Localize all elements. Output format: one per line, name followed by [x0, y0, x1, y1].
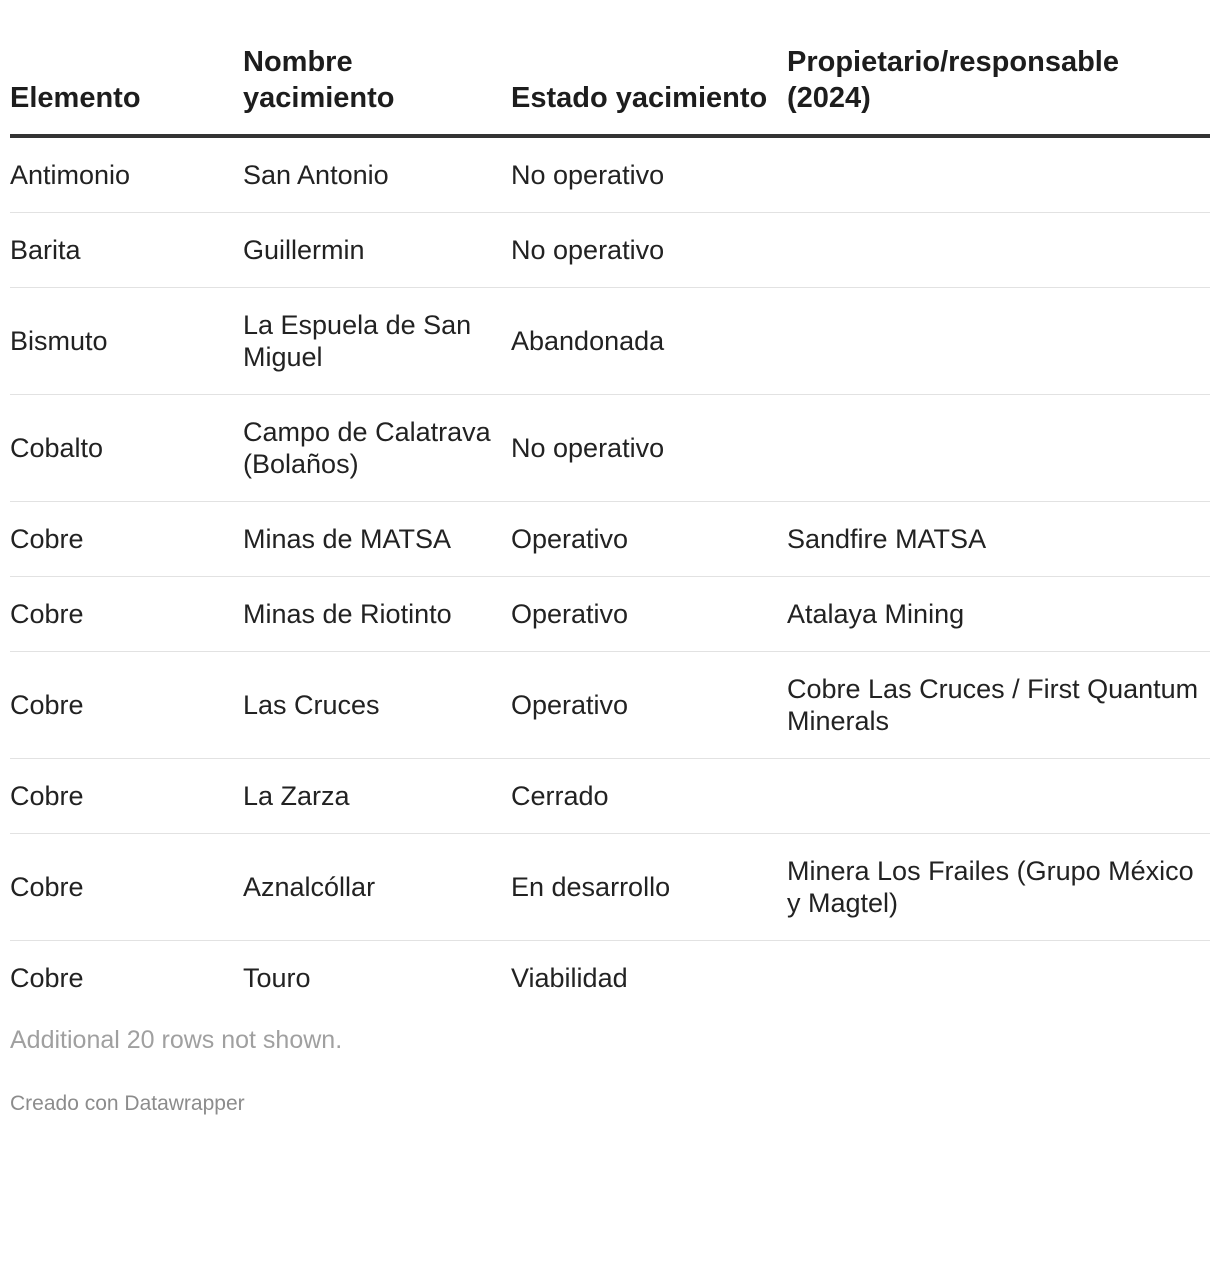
cell-propietario: Atalaya Mining [787, 577, 1210, 652]
table-row [10, 502, 1210, 577]
minerals-table [10, 44, 1210, 1015]
cell-nombre: Guillermin [243, 213, 511, 288]
cell-elemento: Cobalto [10, 395, 243, 502]
column-header-propietario[interactable]: Propietario/responsable (2024) [787, 44, 1210, 136]
cell-elemento: Bismuto [10, 288, 243, 395]
table-row [10, 652, 1210, 759]
cell-elemento: Cobre [10, 577, 243, 652]
table-row [10, 288, 1210, 395]
cell-elemento: Cobre [10, 759, 243, 834]
table-row [10, 395, 1210, 502]
cell-elemento: Cobre [10, 502, 243, 577]
cell-propietario: Minera Los Frailes (Grupo México y Magtel) [787, 834, 1210, 941]
cell-propietario: Sandfire MATSA [787, 502, 1210, 577]
cell-propietario [787, 395, 1210, 502]
cell-propietario [787, 941, 1210, 1016]
cell-estado: No operativo [511, 136, 787, 213]
table-row [10, 759, 1210, 834]
column-header-estado-yacimiento[interactable]: Estado yacimiento [511, 44, 787, 136]
cell-elemento: Cobre [10, 963, 84, 993]
table-row [10, 213, 1210, 288]
table-row [10, 941, 1210, 1016]
cell-estado: Operativo [511, 502, 787, 577]
column-header-elemento[interactable]: Elemento [10, 44, 243, 136]
column-header-nombre-yacimiento[interactable]: Nombre yacimiento [243, 44, 511, 136]
cell-nombre: Las Cruces [243, 652, 511, 759]
cell-estado: Cerrado [511, 759, 787, 834]
cell-nombre: La Espuela de San Miguel [243, 288, 511, 395]
cell-propietario [787, 288, 1210, 395]
cell-nombre: Minas de MATSA [243, 502, 511, 577]
cell-elemento: Cobre [10, 652, 243, 759]
cell-propietario [787, 759, 1210, 834]
cell-estado: Operativo [511, 652, 787, 759]
datawrapper-credit[interactable]: Creado con Datawrapper [10, 1092, 245, 1115]
cell-elemento: Antimonio [10, 136, 243, 213]
table-header-row [10, 44, 1210, 136]
cell-nombre: Touro [243, 963, 311, 993]
cell-nombre: La Zarza [243, 759, 511, 834]
cell-estado: En desarrollo [511, 834, 787, 941]
datawrapper-table-container [0, 44, 1220, 1117]
cell-propietario [787, 136, 1210, 213]
cell-estado: No operativo [511, 395, 787, 502]
cell-elemento: Barita [10, 213, 243, 288]
cell-estado: Operativo [511, 577, 787, 652]
cell-nombre: Aznalcóllar [243, 834, 511, 941]
table-row [10, 834, 1210, 941]
cell-estado: Abandonada [511, 288, 787, 395]
cell-propietario [787, 213, 1210, 288]
cell-nombre: San Antonio [243, 136, 511, 213]
cell-estado: No operativo [511, 213, 787, 288]
table-row [10, 577, 1210, 652]
cell-nombre: Campo de Calatrava (Bolaños) [243, 395, 511, 502]
rows-not-shown-note: Additional 20 rows not shown. [10, 1026, 343, 1054]
cell-estado: Viabilidad [511, 963, 628, 993]
table-row [10, 136, 1210, 213]
cell-elemento: Cobre [10, 834, 243, 941]
cell-nombre: Minas de Riotinto [243, 577, 511, 652]
cell-propietario: Cobre Las Cruces / First Quantum Minerals [787, 652, 1210, 759]
